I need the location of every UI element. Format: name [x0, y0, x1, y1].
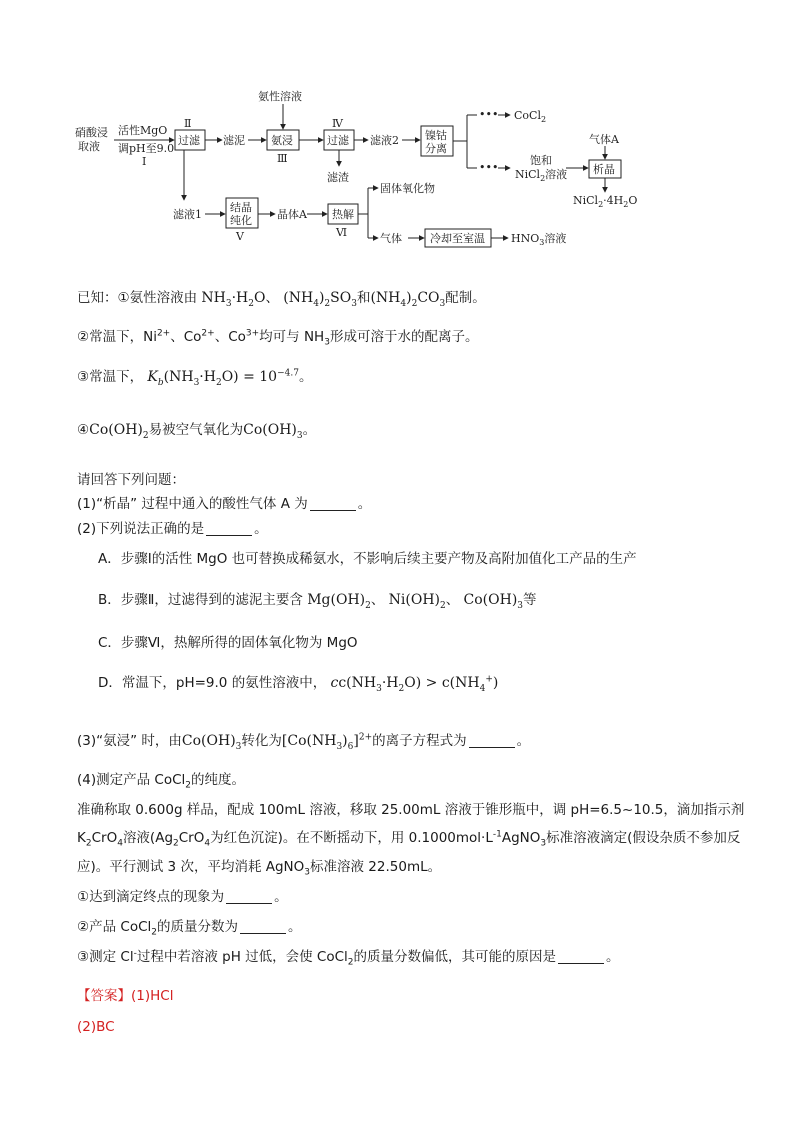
process-flow-diagram [70, 88, 670, 256]
sub-question-1: ①达到滴定终点的现象为 。 [77, 889, 288, 905]
flow-start-1: 硝酸浸 [75, 126, 108, 139]
flow-step1-top: 活性MgO [118, 124, 168, 137]
flow-solid-oxide: 固体氧化物 [380, 182, 435, 195]
answer-label: 【答案】 [77, 988, 131, 1004]
flow-sat-1: 饱和 [530, 154, 552, 167]
flow-roman-5: Ⅴ [236, 230, 244, 243]
flow-dots-2: ••• [479, 161, 499, 174]
flow-filter-2: 过滤 [178, 134, 200, 147]
question-1: (1)“析晶” 过程中通入的酸性气体 A 为 。 [77, 496, 372, 512]
svg-text:NiCl2溶液: NiCl$_2$溶液 [515, 168, 568, 183]
flow-crystal-a: 晶体A [277, 208, 307, 221]
known-4: $④Co(OH)_2$易被空气氧化为$Co(OH)_3$。 [77, 422, 317, 441]
answer-blank-1[interactable] [310, 496, 356, 511]
flow-step1-bot: 调pH至9.0 [118, 142, 175, 155]
flow-mud: 滤泥 [223, 134, 245, 147]
flow-roman-3: Ⅲ [277, 152, 288, 165]
svg-text:NiCl2·4H2O: $NiCl_2\cdot 4H_2O$ [573, 194, 638, 209]
known-3: ③常温下， $K_b(NH_3\cdot H_2O) = 10^{-4.7}$。 [77, 368, 313, 388]
answer-line-1 [77, 986, 173, 1006]
questions-intro: 请回答下列问题： [77, 472, 185, 488]
flow-start-2: 取液 [78, 140, 100, 153]
flow-hno3: HNO [511, 232, 540, 245]
answer-1: (1)HCl [131, 988, 174, 1004]
sub-question-3: ③测定 Cl-过程中若溶液 pH 过低，会使 CoCl$_2$的质量分数偏低，其可能的原因是 。 [77, 948, 620, 968]
flow-crystal-purify-1: 结晶 [230, 201, 252, 214]
flow-ammonia-leach: 氨浸 [271, 134, 293, 147]
option-b: B．步骤Ⅱ，过滤得到的滤泥主要含 $Mg(OH)_2$、 $Ni(OH)_2$、 $Co(OH)_3$等 [98, 592, 537, 611]
question-3: (3)“氨浸” 时，由$Co(OH)_3$转化为$[Co(NH_3)_6]^{2+}$的离子方程式为 。 [77, 732, 531, 752]
sub-question-2: ②产品 CoCl$_2$的质量分数为 。 [77, 919, 302, 938]
flow-crystallize-box: 析晶 [593, 163, 615, 176]
flow-separate-1: 镍钴 [425, 129, 447, 142]
flow-separate-2: 分离 [425, 142, 447, 155]
flow-sat-2: NiCl [515, 168, 541, 181]
question-4-para-1: 准确称取 0.600g 样品，配成 100mL 溶液，移取 25.00mL 溶液于锥形瓶中，调 pH=6.5~10.5，滴加指示剂 [77, 802, 745, 818]
flow-product: NiCl [573, 194, 599, 207]
flow-filtrate-1: 滤液1 [173, 208, 202, 221]
svg-text:HNO3溶液: $HNO_3$溶液 [511, 232, 567, 247]
answer-blank-4[interactable] [226, 889, 272, 904]
question-4: (4)测定产品 CoCl$_2$的纯度。 [77, 772, 246, 791]
answer-blank-3[interactable] [469, 733, 515, 748]
known-1: 已知：①氨性溶液由 $NH_3\cdot H_2O$、 $(NH_4)_2SO_3$和$(NH_4)_2CO_3$配制。 [77, 290, 486, 309]
flow-ammonia-reagent: 氨性溶液 [258, 90, 302, 103]
flow-cool: 冷却至室温 [430, 232, 485, 245]
flow-crystal-purify-2: 纯化 [230, 214, 252, 227]
flow-gas: 气体 [380, 232, 402, 245]
flow-filter-4: 过滤 [327, 134, 349, 147]
option-d: D．常温下，pH=9.0 的氨性溶液中， $cc(NH_3\cdot H_2O) > c(NH_4^+)$ [98, 674, 499, 694]
flow-dots-1: ••• [479, 108, 499, 121]
flow-roman-2: Ⅱ [184, 117, 192, 130]
answer-2: (2)BC [77, 1019, 115, 1035]
flow-roman-1: Ⅰ [142, 155, 147, 168]
question-4-para-3: 应)。平行测试 3 次，平均消耗 AgNO$_3$标准溶液 22.50mL。 [77, 859, 442, 878]
answer-blank-5[interactable] [240, 919, 286, 934]
flow-residue: 滤渣 [327, 171, 349, 184]
flow-pyrolysis: 热解 [332, 208, 354, 221]
answer-blank-6[interactable] [558, 949, 604, 964]
option-c: C．步骤Ⅵ，热解所得的固体氧化物为 MgO [98, 635, 358, 651]
svg-text:CoCl2: CoCl$_2$ [514, 109, 547, 124]
flow-roman-4: Ⅳ [332, 117, 343, 130]
flow-roman-6: Ⅵ [336, 226, 348, 239]
question-4-para-2: $K_2CrO_4$溶液($Ag_2CrO_4$为红色沉淀)。在不断摇动下，用 $0.1000mol\cdot L^{-1}AgNO_3$标准溶液滴定(假设杂质不参加反 [77, 829, 741, 849]
answer-blank-2[interactable] [206, 521, 252, 536]
flow-cocl2: CoCl [514, 109, 541, 122]
flow-filtrate-2: 滤液2 [370, 134, 399, 147]
known-2: ②常温下，$Ni^{2+}$、$Co^{2+}$、$Co^{3+}$均可与 $NH_3$形成可溶于水的配离子。 [77, 328, 479, 348]
option-a: A．步骤Ⅰ的活性 MgO 也可替换成稀氨水，不影响后续主要产物及高附加值化工产品的生产 [98, 551, 637, 567]
question-2: (2)下列说法正确的是 。 [77, 521, 268, 537]
flow-gas-a: 气体A [589, 133, 619, 146]
